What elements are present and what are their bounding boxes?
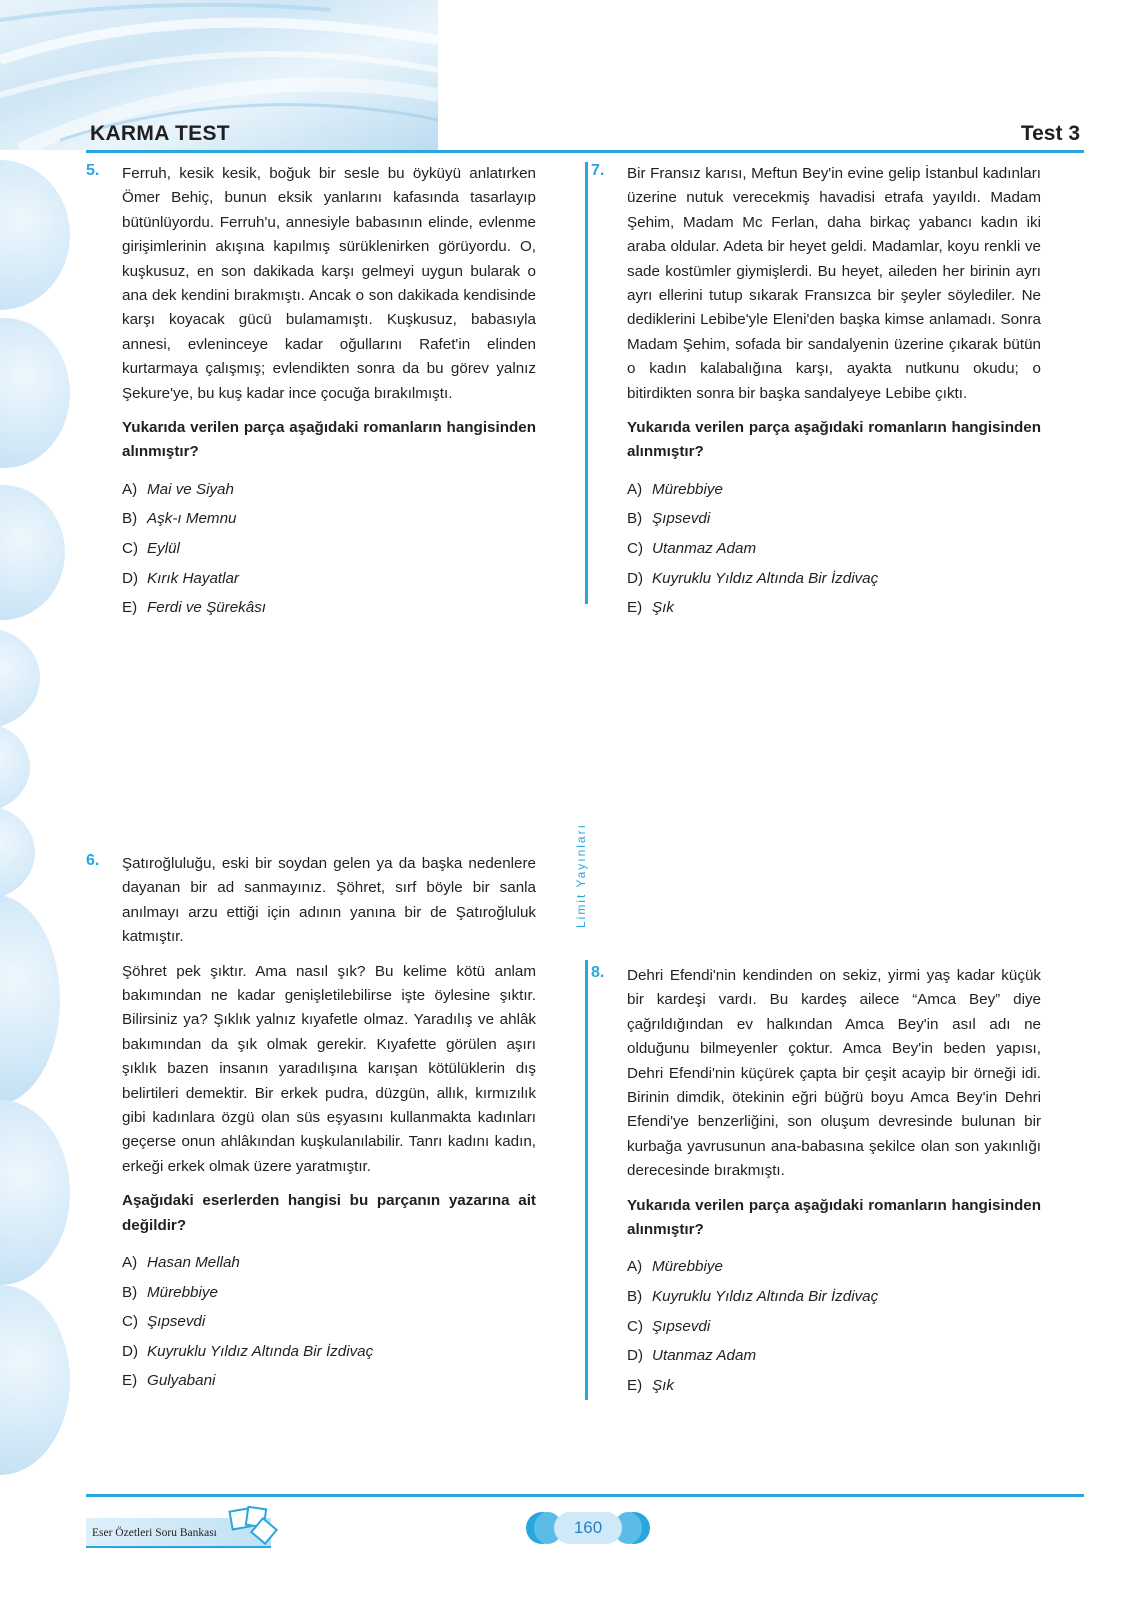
answer-option-d[interactable]: D) Utanmaz Adam (627, 1347, 757, 1365)
pages-icon (225, 1506, 285, 1546)
answer-option-b[interactable]: B) Şıpsevdi (627, 510, 711, 528)
question-passage: Dehri Efendi'nin kendinden on sekiz, yirmi yaş kadar küçük bir kardeşi vardı. Bu kardeş ailece “Amca Bey” diye çağrıldığından ev halkından Amca Bey'in asıl adı ne olduğunu bilmeyenler çoktur. Amca Bey'in beden yapısı, Dehri Efendi'nin küçürek çapta bir çeşit acayip bir örneği idi. Birinin dimdik, ötekinin eğri büğrü boyu Amca Bey'in Dehri Efendi'ye benzerliğini, son oluşum devresinde bulunan bir kurbağa yavrusunun ana-babasına şekilce olan son yakınlığı derecesinde bırakmıştı. (627, 967, 1041, 1180)
header-bar (86, 116, 1084, 153)
side-bubble (0, 805, 35, 900)
answer-option-d[interactable]: D) Kırık Hayatlar (122, 569, 239, 587)
question-passage: Şöhret pek şıktır. Ama nasıl şık? Bu kelime kötü anlam bakımından ne kadar genişletilebilirse işte öylesine şıktır. Bilirsiniz ya? Şıklık yalnız kıyafetle olmaz. Yaradılış ve ahlâk bakımından da şık olmak gerekir. Kıyafette görülen aşırı şıklık bazen insanın yaradılışına karışan kötülüklerin dış belirtileri demektir. Bir erkek pudra, düzgün, allık, kırmızılık gibi kadınlara özgü olan süs eşyasını kullanmakta kadınları geçerse onun ahlâkından kuşkulanılabilir. Tanrı kadını kadın, erkeği erkek olmak üzere yaratmıştır. (122, 962, 536, 1175)
question-passage: Ferruh, kesik kesik, boğuk bir sesle bu öyküyü anlatırken Ömer Behiç, bunun eksik yanlarını kafasında tasarlayıp bütünlüyordu. Ferruh'u, annesiyle babasının elinde, evlenme girişimlerinin akışına kapılmış sürüklenirken görüyordu. O, kuşkusuz, en son dakikada karşı gelmeyi uygun bularak o ana dek kendini bırakmıştı. Ancak o son dakikada kendisinde karşı koyacak gücü bulamamıştı. Kuşkusuz, babasıyla annesi, evleninceye kadar oğullarını Rafet'in elinden kurtarmaya çalışmış; evlendikten sonra da bu görev yalnız Şekure'ye, bu kuş kadar ince çocuğa bırakılmıştı. (122, 165, 536, 402)
column-divider (585, 960, 588, 1400)
answer-option-e[interactable]: E) Ferdi ve Şürekâsı (122, 599, 267, 617)
answer-option-e[interactable]: E) Şık (627, 1376, 674, 1394)
book-title: Eser Özetleri Soru Bankası (92, 1527, 217, 1539)
side-bubble (0, 1100, 70, 1285)
side-bubble (0, 722, 30, 812)
page-title: KARMA TEST (90, 122, 230, 145)
side-bubble (0, 628, 40, 728)
answer-option-c[interactable]: C) Utanmaz Adam (627, 540, 757, 558)
question-passage: Bir Fransız karısı, Meftun Bey'in evine gelip İstanbul kadınları üzerine nutuk verecekmiş havadisi etrafa yayıldı. Madam Şehim, Madam Mc Ferlan, daha birkaç yabancı kadın iki araba oldular. Adeta bir heyet geldi. Madamlar, koyu renkli ve sade kostümler giymişlerdi. Bu heyet, aileden her birinin ayrı ayrı ellerini tutup sıkarak Fransızca bir şeyler söylediler. Ne dediklerini Lebibe'yle Eleni'den başka kimse anlamadı. Sonra Madam Şehim, sofada bir sandalyenin üzerine çıkarak bütün o kadın kalabalığına karşı, ayakta nutkunu okudu; o bitirdikten sonra bir başka sandalyeye Lebibe çıktı. (627, 165, 1041, 402)
footer-rule (86, 1494, 1084, 1497)
question-7 (591, 162, 1041, 623)
question-prompt: Yukarıda verilen parça aşağıdaki romanların hangisinden alınmıştır? (627, 419, 1041, 461)
publisher-vertical-text: Limit Yayınları (574, 823, 588, 928)
answer-option-b[interactable]: B) Kuyruklu Yıldız Altında Bir İzdivaç (627, 1288, 879, 1306)
side-bubble (0, 318, 70, 468)
question-prompt: Yukarıda verilen parça aşağıdaki romanların hangisinden alınmıştır? (122, 419, 536, 461)
question-number: 5. (86, 162, 100, 179)
answer-option-c[interactable]: C) Eylül (122, 540, 180, 558)
side-bubble (0, 485, 65, 620)
question-prompt: Aşağıdaki eserlerden hangisi bu parçanın yazarına ait değildir? (122, 1192, 536, 1234)
answer-option-e[interactable]: E) Şık (627, 599, 674, 617)
question-passage: Şatıroğluluğu, eski bir soydan gelen ya da başka nedenlere dayanan bir ad sanmayınız. Şöhret, sırf böyle bir sanla anılmayı arzu ettiği için adının yanına bir de Şatıroğluluk katmıştır. (122, 855, 536, 946)
question-8 (591, 964, 1041, 1400)
answer-option-b[interactable]: B) Aşk-ı Memnu (122, 510, 237, 528)
test-label: Test 3 (1020, 122, 1080, 145)
answer-option-a[interactable]: A) Mürebbiye (627, 1258, 723, 1276)
question-number: 7. (591, 162, 605, 179)
question-5 (86, 162, 536, 623)
question-number: 6. (86, 852, 100, 869)
answer-option-c[interactable]: C) Şıpsevdi (627, 1317, 711, 1335)
question-6 (86, 852, 536, 1396)
answer-option-d[interactable]: D) Kuyruklu Yıldız Altında Bir İzdivaç (627, 569, 879, 587)
answer-option-d[interactable]: D) Kuyruklu Yıldız Altında Bir İzdivaç (122, 1342, 374, 1360)
side-bubble (0, 160, 70, 310)
page-number-badge (526, 1512, 650, 1544)
side-bubble (0, 895, 60, 1105)
answer-option-e[interactable]: E) Gulyabani (122, 1372, 216, 1390)
page-number: 160 (573, 1518, 603, 1537)
column-divider (585, 162, 588, 604)
question-number: 8. (591, 964, 605, 981)
answer-option-a[interactable]: A) Hasan Mellah (122, 1254, 240, 1272)
answer-option-a[interactable]: A) Mai ve Siyah (122, 480, 234, 498)
side-bubble (0, 1285, 70, 1475)
question-prompt: Yukarıda verilen parça aşağıdaki romanların hangisinden alınmıştır? (627, 1196, 1041, 1239)
answer-option-c[interactable]: C) Şıpsevdi (122, 1313, 206, 1331)
answer-option-b[interactable]: B) Mürebbiye (122, 1283, 218, 1301)
answer-option-a[interactable]: A) Mürebbiye (627, 480, 723, 498)
